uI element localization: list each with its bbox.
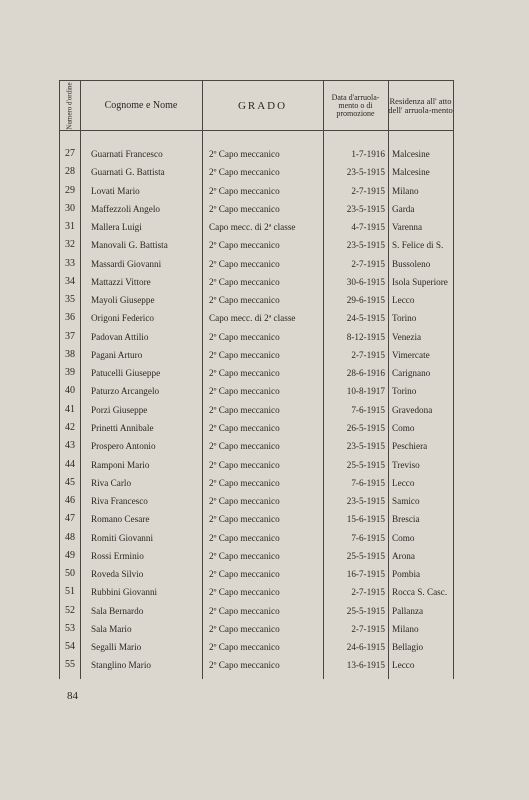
row-grado: 2º Capo meccanico: [209, 149, 280, 159]
table-row: [60, 602, 453, 620]
table-row: [60, 382, 453, 400]
table-row: [60, 163, 453, 181]
row-name: Pagani Arturo: [91, 349, 143, 360]
row-date: 23-5-1915: [346, 496, 385, 507]
table-row: [60, 492, 453, 510]
row-residence: Como: [392, 422, 415, 433]
table-row: [60, 364, 453, 382]
row-grado: 2º Capo meccanico: [209, 240, 280, 251]
header-number-label: Numero d'ordine: [66, 81, 74, 130]
row-number: 54: [65, 641, 75, 653]
row-residence: Carignano: [392, 368, 431, 379]
row-name: Porzi Giuseppe: [91, 404, 148, 415]
row-residence: Bellagio: [392, 642, 424, 653]
row-number: 41: [65, 403, 75, 415]
row-residence: Lecco: [392, 295, 415, 306]
row-residence: Treviso: [392, 459, 420, 470]
row-residence: Torino: [392, 313, 417, 324]
row-number: 31: [65, 221, 75, 233]
row-number: 47: [65, 513, 75, 525]
row-date: 13-6-1915: [346, 660, 385, 671]
row-name: Guarnati Francesco: [91, 149, 163, 159]
table-row: [60, 309, 453, 327]
row-grado: 2º Capo meccanico: [209, 550, 280, 561]
row-grado: 2º Capo meccanico: [209, 496, 280, 507]
row-name: Mayoli Giuseppe: [91, 295, 155, 306]
row-residence: Malcesine: [392, 149, 430, 159]
row-number: 40: [65, 385, 75, 397]
row-grado: 2º Capo meccanico: [209, 477, 280, 488]
row-grado: 2º Capo meccanico: [209, 167, 280, 178]
row-residence: Lecco: [392, 477, 415, 488]
row-residence: Bussoleno: [392, 258, 431, 269]
row-grado: 2º Capo meccanico: [209, 276, 280, 287]
row-grado: 2º Capo meccanico: [209, 459, 280, 470]
row-date: 29-6-1915: [346, 295, 385, 306]
table-row: [60, 236, 453, 254]
row-name: Riva Carlo: [91, 477, 132, 488]
table-body: [60, 145, 453, 675]
row-date: 28-6-1916: [346, 368, 385, 379]
row-date: 7-6-1915: [351, 404, 385, 415]
row-residence: Arona: [392, 550, 415, 561]
table-row: [60, 437, 453, 455]
row-date: 2-7-1915: [351, 258, 385, 269]
row-name: Roveda Silvio: [91, 569, 144, 580]
row-number: 42: [65, 421, 75, 433]
row-name: Paturzo Arcangelo: [91, 386, 160, 397]
row-grado: 2º Capo meccanico: [209, 185, 280, 196]
row-date: 4-7-1915: [351, 222, 385, 233]
row-date: 8-12-1915: [346, 331, 385, 342]
row-grado: 2º Capo meccanico: [209, 660, 280, 671]
table-row: [60, 656, 453, 674]
row-name: Romiti Giovanni: [91, 532, 154, 543]
row-date: 25-5-1915: [346, 550, 385, 561]
row-residence: Brescia: [392, 514, 420, 525]
table-row: [60, 638, 453, 656]
row-date: 23-5-1915: [346, 441, 385, 452]
row-name: Romano Cesare: [91, 514, 150, 525]
row-number: 30: [65, 202, 75, 214]
page-number: 84: [67, 690, 78, 702]
row-residence: Malcesine: [392, 167, 430, 178]
table-row: [60, 218, 453, 236]
row-date: 23-5-1915: [346, 240, 385, 251]
row-grado: 2º Capo meccanico: [209, 258, 280, 269]
row-number: 46: [65, 495, 75, 507]
row-name: Rossi Erminio: [91, 550, 144, 561]
row-name: Riva Francesco: [91, 496, 148, 507]
row-residence: Milano: [392, 623, 419, 634]
row-grado: 2º Capo meccanico: [209, 532, 280, 543]
table-row: [60, 346, 453, 364]
row-number: 51: [65, 586, 75, 598]
row-residence: Isola Superiore: [392, 276, 448, 287]
row-number: 34: [65, 275, 75, 287]
row-name: Mattazzi Vittore: [91, 276, 151, 287]
row-number: 50: [65, 568, 75, 580]
table-row: [60, 255, 453, 273]
row-number: 28: [65, 166, 75, 178]
row-grado: 2º Capo meccanico: [209, 587, 280, 598]
row-grado: 2º Capo meccanico: [209, 368, 280, 379]
row-grado: 2º Capo meccanico: [209, 569, 280, 580]
header-name: Cognome e Nome: [104, 100, 178, 111]
table-row: [60, 145, 453, 163]
row-date: 25-5-1915: [346, 605, 385, 616]
row-residence: Peschiera: [392, 441, 428, 452]
row-date: 2-7-1915: [351, 587, 385, 598]
row-date: 7-6-1915: [351, 532, 385, 543]
row-name: Rubbini Giovanni: [91, 587, 158, 598]
row-name: Guarnati G. Battista: [91, 167, 165, 178]
row-name: Lovati Mario: [91, 185, 140, 196]
row-date: 10-8-1917: [346, 386, 385, 397]
row-date: 24-5-1915: [346, 313, 385, 324]
row-grado: 2º Capo meccanico: [209, 386, 280, 397]
header-date: Data d'arruola-mento o di promozione: [331, 92, 380, 118]
table-row: [60, 547, 453, 565]
row-date: 16-7-1915: [346, 569, 385, 580]
row-grado: 2º Capo meccanico: [209, 605, 280, 616]
table-row: [60, 328, 453, 346]
row-date: 30-6-1915: [346, 276, 385, 287]
row-date: 2-7-1915: [351, 185, 385, 196]
table-row: [60, 510, 453, 528]
row-grado: Capo mecc. di 2ª classe: [209, 313, 296, 324]
row-grado: 2º Capo meccanico: [209, 295, 280, 306]
row-grado: 2º Capo meccanico: [209, 441, 280, 452]
table-row: [60, 419, 453, 437]
row-name: Massardi Giovanni: [91, 258, 162, 269]
row-name: Sala Bernardo: [91, 605, 144, 616]
row-number: 48: [65, 531, 75, 543]
table-row: [60, 200, 453, 218]
row-grado: Capo mecc. di 2ª classe: [209, 222, 296, 233]
row-name: Padovan Attilio: [91, 331, 149, 342]
row-number: 37: [65, 330, 75, 342]
row-name: Maffezzoli Angelo: [91, 203, 160, 214]
row-grado: 2º Capo meccanico: [209, 203, 280, 214]
row-number: 45: [65, 476, 75, 488]
row-residence: S. Felice di S.: [392, 240, 444, 251]
row-residence: Gravedona: [392, 404, 433, 415]
row-residence: Vimercate: [392, 349, 430, 360]
table-row: [60, 583, 453, 601]
row-date: 25-5-1915: [346, 459, 385, 470]
row-number: 39: [65, 367, 75, 379]
row-number: 55: [65, 659, 75, 671]
table-row: [60, 474, 453, 492]
row-number: 38: [65, 348, 75, 360]
row-date: 7-6-1915: [351, 477, 385, 488]
row-residence: Como: [392, 532, 415, 543]
row-name: Segalli Mario: [91, 642, 142, 653]
row-grado: 2º Capo meccanico: [209, 642, 280, 653]
row-residence: Varenna: [392, 222, 423, 233]
table-row: [60, 291, 453, 309]
row-number: 53: [65, 622, 75, 634]
header-divider: [60, 130, 453, 131]
row-number: 32: [65, 239, 75, 251]
table-row: [60, 456, 453, 474]
table-row: [60, 273, 453, 291]
row-residence: Pallanza: [392, 605, 424, 616]
row-number: 49: [65, 549, 75, 561]
row-residence: Rocca S. Casc.: [392, 587, 448, 598]
row-residence: Milano: [392, 185, 419, 196]
row-number: 29: [65, 184, 75, 196]
row-residence: Lecco: [392, 660, 415, 671]
row-residence: Torino: [392, 386, 417, 397]
row-number: 27: [65, 148, 75, 159]
row-date: 1-7-1916: [351, 149, 385, 159]
row-grado: 2º Capo meccanico: [209, 349, 280, 360]
row-name: Ramponi Mario: [91, 459, 150, 470]
row-residence: Samico: [392, 496, 420, 507]
roster-table: [59, 80, 454, 679]
row-number: 36: [65, 312, 75, 324]
row-date: 24-6-1915: [346, 642, 385, 653]
header-grado: GRADO: [237, 99, 288, 112]
row-name: Manovali G. Battista: [91, 240, 168, 251]
table-row: [60, 529, 453, 547]
row-residence: Garda: [392, 203, 415, 214]
row-grado: 2º Capo meccanico: [209, 514, 280, 525]
header-residence: Residenza all' atto dell' arruola-mento: [388, 95, 453, 115]
row-name: Mallera Luigi: [91, 222, 142, 233]
row-name: Prinetti Annibale: [91, 422, 154, 433]
row-number: 52: [65, 604, 75, 616]
row-grado: 2º Capo meccanico: [209, 331, 280, 342]
row-name: Origoni Federico: [91, 313, 155, 324]
row-name: Stanglino Mario: [91, 660, 151, 671]
row-date: 15-6-1915: [346, 514, 385, 525]
row-name: Sala Mario: [91, 623, 132, 634]
row-residence: Pombia: [392, 569, 421, 580]
row-number: 33: [65, 257, 75, 269]
row-date: 2-7-1915: [351, 349, 385, 360]
row-grado: 2º Capo meccanico: [209, 623, 280, 634]
table-row: [60, 401, 453, 419]
row-number: 43: [65, 440, 75, 452]
row-number: 35: [65, 294, 75, 306]
row-date: 23-5-1915: [346, 167, 385, 178]
table-row: [60, 565, 453, 583]
header-number: [60, 81, 80, 130]
table-row: [60, 182, 453, 200]
row-grado: 2º Capo meccanico: [209, 404, 280, 415]
row-grado: 2º Capo meccanico: [209, 422, 280, 433]
row-date: 2-7-1915: [351, 623, 385, 634]
row-name: Patucelli Giuseppe: [91, 368, 161, 379]
row-number: 44: [65, 458, 75, 470]
row-name: Prospero Antonio: [91, 441, 156, 452]
row-date: 26-5-1915: [346, 422, 385, 433]
row-date: 23-5-1915: [346, 203, 385, 214]
table-row: [60, 620, 453, 638]
row-residence: Venezia: [392, 331, 422, 342]
